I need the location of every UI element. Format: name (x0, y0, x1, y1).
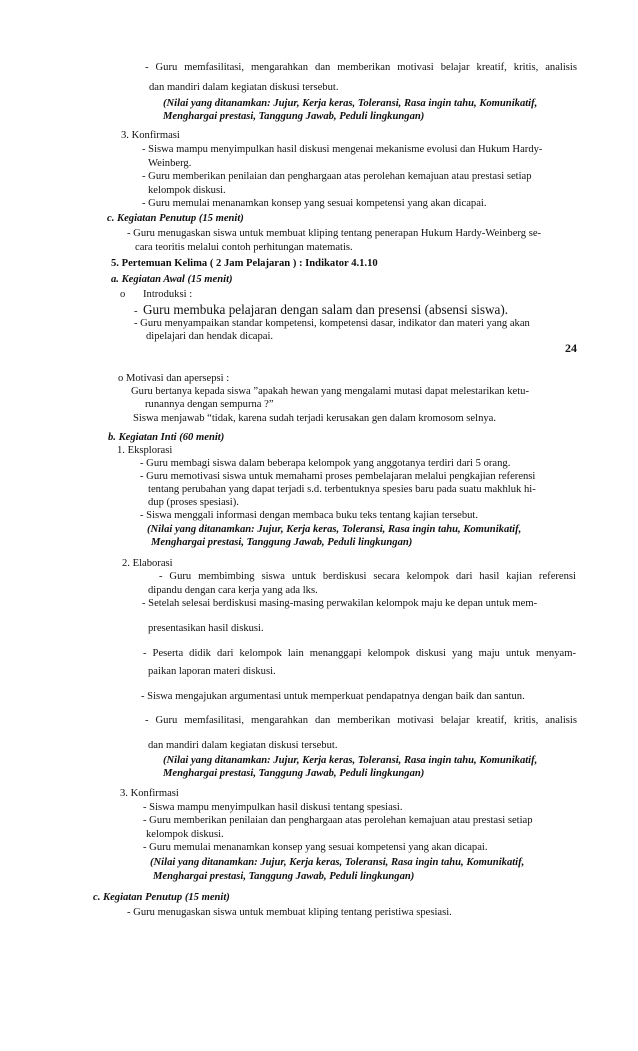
bullet: o (120, 289, 126, 300)
text-line: Weinberg. (148, 158, 192, 169)
text-line: - Guru memulai menanamkan konsep yang sesuai kompetensi yang akan dicapai. (143, 842, 488, 853)
text-line: Siswa menjawab “tidak, karena sudah terjadi kerusakan gen dalam kromosom selnya. (133, 413, 497, 424)
text-line: dan mandiri dalam kegiatan diskusi tersebut. (149, 82, 339, 93)
section-heading: b. Kegiatan Inti (60 menit) (108, 432, 225, 443)
text-line: - Setelah selesai berdiskusi masing-masing perwakilan kelompok maju ke depan untuk mem- (142, 598, 538, 609)
text-line: - Siswa mampu menyimpulkan hasil diskusi tentang spesiasi. (143, 802, 403, 813)
section-heading: a. Kegiatan Awal (15 menit) (111, 274, 233, 285)
text-line: dup (proses spesiasi). (148, 497, 239, 508)
text-line: - Guru memulai menanamkan konsep yang sesuai kompetensi yang akan dicapai. (142, 198, 487, 209)
text-line: - Siswa mampu menyimpulkan hasil diskusi mengenai mekanisme evolusi dan Hukum Hardy- (142, 144, 543, 155)
text-line: - Guru menugaskan siswa untuk membuat kliping tentang penerapan Hukum Hardy-Weinberg se- (127, 228, 542, 239)
values-note: (Nilai yang ditanamkan: Jujur, Kerja keras, Toleransi, Rasa ingin tahu, Komunikatif, (163, 755, 538, 766)
text-line: dan mandiri dalam kegiatan diskusi tersebut. (148, 740, 338, 751)
section-heading: 3. Konfirmasi (121, 130, 180, 141)
text-line: - Guru menugaskan siswa untuk membuat kliping tentang peristiwa spesiasi. (127, 907, 452, 918)
section-heading: c. Kegiatan Penutup (15 menit) (107, 213, 244, 224)
text-line: o Motivasi dan apersepsi : (118, 373, 230, 384)
text-line: - Siswa mengajukan argumentasi untuk memperkuat pendapatnya dengan baik dan santun. (141, 691, 525, 702)
text-line: - Guru memfasilitasi, mengarahkan dan memberikan motivasi belajar kreatif, kritis, analisis (145, 62, 577, 73)
text-line: Guru membuka pelajaran dengan salam dan presensi (absensi siswa). (143, 302, 509, 317)
text-line: tentang perubahan yang dapat terjadi s.d. terbentuknya spesies baru pada suatu makhluk hi- (148, 484, 536, 495)
text-line: dipelajari dan hendak dicapai. (146, 331, 274, 342)
text-line: kelompok diskusi. (146, 829, 224, 840)
text-line: - Guru membagi siswa dalam beberapa kelompok yang anggotanya terdiri dari 5 orang. (140, 458, 511, 469)
text-line: runannya dengan sempurna ?” (145, 399, 274, 410)
section-heading: 1. Eksplorasi (117, 445, 173, 456)
values-note: Menghargai prestasi, Tanggung Jawab, Peduli lingkungan) (151, 537, 413, 548)
text-line: - Guru memberikan penilaian dan penghargaan atas perolehan kemajuan atau prestasi setiap (142, 171, 532, 182)
text-line: dipandu dengan cara kerja yang ada lks. (148, 585, 318, 596)
section-heading: c. Kegiatan Penutup (15 menit) (93, 892, 230, 903)
values-note: (Nilai yang ditanamkan: Jujur, Kerja keras, Toleransi, Rasa ingin tahu, Komunikatif, (150, 857, 525, 868)
bullet: - (134, 306, 138, 317)
text-line: - Peserta didik dari kelompok lain menanggapi kelompok diskusi yang maju untuk menyam- (143, 648, 576, 659)
text-line: - Guru membimbing siswa untuk berdiskusi secara kelompok dari hasil kajian referensi (159, 571, 576, 582)
values-note: Menghargai prestasi, Tanggung Jawab, Peduli lingkungan) (163, 111, 425, 122)
text-line: kelompok diskusi. (148, 185, 226, 196)
text-line: - Guru memotivasi siswa untuk memahami proses pembelajaran melalui pengkajian referensi (140, 471, 536, 482)
text-line: paikan laporan materi diskusi. (148, 666, 276, 677)
values-note: (Nilai yang ditanamkan: Jujur, Kerja keras, Toleransi, Rasa ingin tahu, Komunikatif, (163, 98, 538, 109)
values-note: Menghargai prestasi, Tanggung Jawab, Peduli lingkungan) (163, 768, 425, 779)
text-line: Introduksi : (143, 289, 193, 300)
text-line: Guru bertanya kepada siswa ”apakah hewan yang mengalami mutasi dapat melestarikan ketu- (131, 386, 529, 397)
values-note: (Nilai yang ditanamkan: Jujur, Kerja keras, Toleransi, Rasa ingin tahu, Komunikatif, (147, 524, 522, 535)
page-number: 24 (565, 341, 577, 355)
section-heading: 3. Konfirmasi (120, 788, 179, 799)
text-line: - Siswa menggali informasi dengan membaca buku teks tentang kajian tersebut. (140, 510, 479, 521)
values-note: Menghargai prestasi, Tanggung Jawab, Peduli lingkungan) (153, 871, 415, 882)
text-line: presentasikan hasil diskusi. (148, 623, 264, 634)
section-heading: 5. Pertemuan Kelima ( 2 Jam Pelajaran ) : Indikator 4.1.10 (111, 258, 378, 269)
text-line: - Guru memfasilitasi, mengarahkan dan memberikan motivasi belajar kreatif, kritis, analisis (145, 715, 577, 726)
text-line: - Guru memberikan penilaian dan penghargaan atas perolehan kemajuan atau prestasi setiap (143, 815, 533, 826)
text-line: - Guru menyampaikan standar kompetensi, kompetensi dasar, indikator dan materi yang akan (134, 318, 530, 329)
section-heading: 2. Elaborasi (122, 558, 173, 569)
text-line: cara teoritis melalui contoh perhitungan matematis. (135, 242, 353, 253)
